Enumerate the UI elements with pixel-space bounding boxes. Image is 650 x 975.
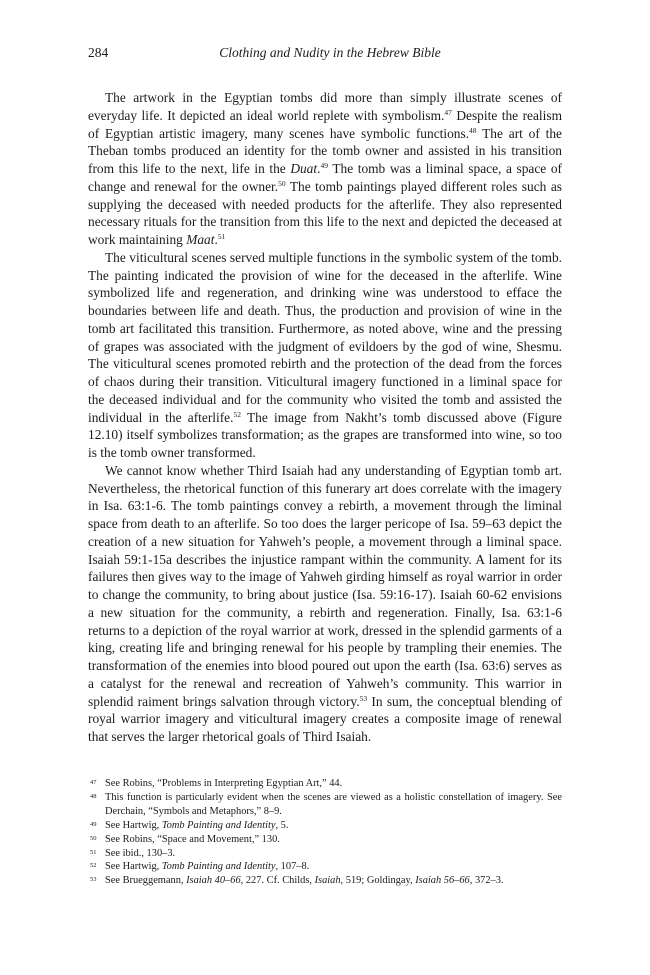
footnote-number: 49: [90, 820, 97, 828]
footnote-number: 50: [90, 834, 97, 842]
text-run: See Brueggemann,: [105, 875, 187, 887]
text-run: We cannot know whether Third Isaiah had any understanding of Egyptian tomb art. Nevertheless, the rhetorical function of this funerary art does correlate with the imagery in Isa. 63:1-6. The tomb paintings convey a rebirth, a movement through the liminal space from death to an afterlife. So too does the larger pericope of Isa. 59–63 depict the creation of a new situation for Yahweh’s people, a movement through a liminal space. Isaiah 59:1-15a describes the injustice rampant within the community. A lament for its failures then gives way to the image of Yahweh girding himself as royal warrior in order to change the community, to bring about justice (Isa. 59:16-17). Isaiah 60-62 envisions a new situation for the community, a rebirth and regeneration. Finally, Isa. 63:1-6 returns to a depiction of the royal warrior at work, dressed in the splendid garments of a king, creating life and bringing renewal for his people by trampling their enemies. The transformation of the enemies into blood poured out upon the earth (Isa. 63:6) serves as a catalyst for the renewal and recreation of Yahweh’s community. This warrior in splendid raiment brings salvation through victory.: [88, 462, 562, 709]
paragraph: [88, 249, 562, 462]
footnote: [88, 777, 562, 791]
text-run: See Robins, “Problems in Interpreting Egyptian Art,” 44.: [105, 778, 343, 789]
footnote-number: 51: [90, 848, 97, 856]
footnote-number: 47: [90, 779, 97, 786]
footnote: [88, 860, 562, 874]
footnote: [88, 819, 562, 833]
text-run: The art of the Theban tombs produced an identity for the tomb owner and assisted in his transition from this life to the next, life in the: [88, 125, 563, 176]
italic-text: Tomb Painting and Identity: [161, 861, 276, 873]
text-run: The artwork in the Egyptian tombs did more than simply illustrate scenes of everyday life. It depicted an ideal world replete with symbolism.: [88, 90, 562, 123]
text-run: See Robins, “Space and Movement,” 130.: [105, 833, 280, 845]
italic-text: Isaiah 40–66: [186, 875, 241, 887]
footnote: [88, 847, 562, 861]
text-run: Despite the realism of Egyptian artistic imagery, many scenes have symbolic functions.: [88, 107, 562, 141]
italic-text: Duat: [290, 161, 318, 176]
footnotes: [88, 777, 562, 888]
italic-text: Tomb Painting and Identity: [161, 819, 276, 831]
text-run: The viticultural scenes served multiple functions in the symbolic system of the tomb. The painting indicated the provision of wine for the deceased in the afterlife. Wine symbolized life and regeneration, and drinking wine was understood to efface the boundaries between life and death. Thus, the production and provision of wine in the tomb art facilitated this transition. Furthermore, as noted above, wine and the pressing of grapes was associated with the judgment of evildoers by the god of wine, Shesmu. The viticultural scenes promoted rebirth and the protection of the dead from the forces of chaos during their transition. Viticultural imagery functioned in a liminal space for the deceased individual and for the community who visited the tomb and assisted the individual in the afterlife.: [88, 249, 562, 425]
text-run: The tomb paintings played different roles such as supplying the deceased with needed products for the afterlife. They also represented necessary rituals for the transition from this life to the next and depicted the deceased at work maintaining: [88, 178, 562, 247]
text-run: This function is particularly evident when the scenes are viewed as a holistic constellation of imagery. See Derchain, “Symbols and Metaphors,” 8–9.: [105, 791, 562, 817]
text-run: , 227. Cf. Childs,: [240, 875, 315, 887]
text-run: .: [317, 161, 321, 176]
text-run: , 519; Goldingay,: [340, 875, 416, 887]
italic-text: Maat: [186, 232, 215, 247]
footnote-ref: 52: [233, 409, 241, 419]
footnote: [88, 791, 562, 819]
running-head: Clothing and Nudity in the Hebrew Bible: [219, 45, 441, 60]
footnote-ref: 51: [217, 232, 226, 241]
footnote-ref: 53: [359, 693, 368, 703]
footnote-number: 52: [90, 862, 97, 870]
paragraph: [88, 89, 562, 249]
body-text: [88, 89, 562, 746]
text-run: See Hartwig,: [105, 861, 162, 873]
footnote-ref: 47: [444, 107, 452, 117]
footnote-ref: 50: [278, 178, 286, 188]
text-run: See Hartwig,: [105, 819, 162, 831]
text-run: , 5.: [275, 819, 289, 831]
footnote-number: 53: [90, 876, 97, 884]
page-number: 284: [88, 45, 109, 60]
italic-text: Isaiah 56–66: [415, 875, 470, 887]
text-run: , 372–3.: [469, 875, 504, 887]
text-run: See ibid., 130–3.: [105, 847, 176, 859]
footnote-ref: 48: [469, 125, 477, 135]
footnote-ref: 49: [320, 161, 328, 170]
text-run: .: [214, 232, 218, 247]
footnote-number: 48: [90, 792, 97, 800]
italic-text: Isaiah: [314, 875, 341, 887]
text-run: In sum, the conceptual blending of royal warrior imagery and viticultural imagery creates a composite image of renewal that serves the larger rhetorical goals of Third Isaiah.: [88, 693, 562, 744]
text-run: , 107–8.: [275, 861, 310, 873]
text-run: The image from Nakht’s tomb discussed above (Figure 12.10) itself symbolizes transformation; as the grapes are transformed into wine, so too is the tomb owner transformed.: [88, 409, 562, 460]
footnote: [88, 874, 562, 888]
paragraph: [88, 462, 562, 746]
text-run: The tomb was a liminal space, a space of change and renewal for the owner.: [88, 161, 562, 194]
footnote: [88, 833, 562, 847]
